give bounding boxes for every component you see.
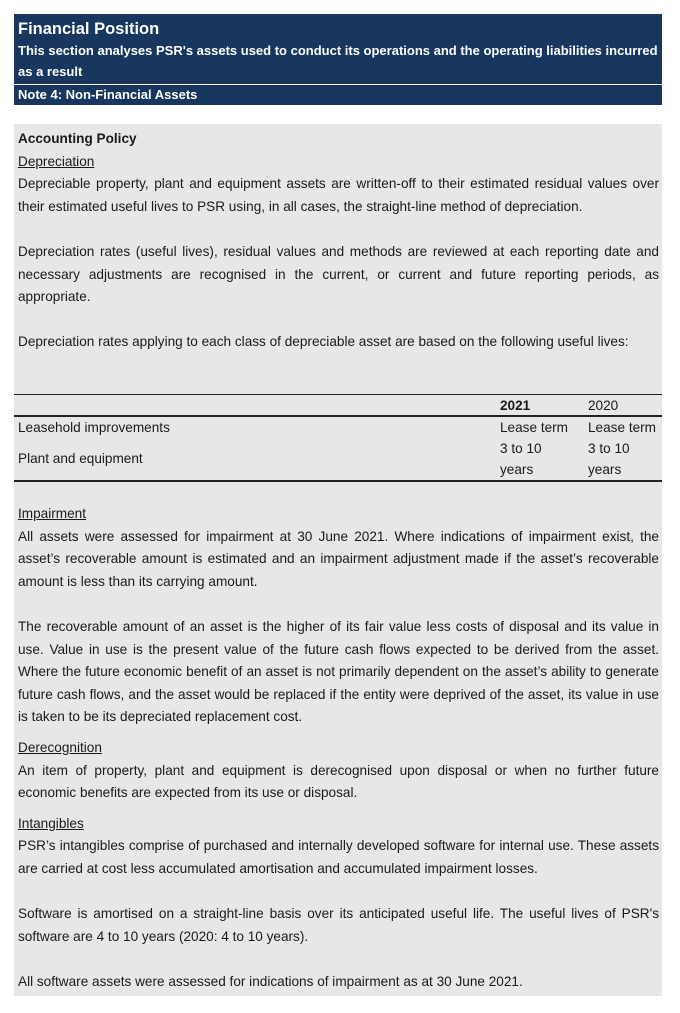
depreciation-paragraph-2: Depreciation rates (useful lives), residual values and methods are reviewed at each reporting date and necessary adjustments are recognised in the current, or current and future reporting periods, as appropriate. xyxy=(18,243,659,305)
policy-heading: Accounting Policy xyxy=(18,131,137,146)
row-value-2020-line2: years xyxy=(588,462,622,477)
depreciation-paragraph-3: Depreciation rates applying to each class of depreciable asset are based on the following useful lives: xyxy=(18,334,629,350)
column-2021: 2021 xyxy=(500,398,531,413)
column-2020: 2020 xyxy=(588,398,619,413)
row-label: Leasehold improvements xyxy=(18,420,170,435)
row-value-2021-line1: 3 to 10 xyxy=(500,441,542,456)
intangibles-paragraph-3: All software assets were assessed for indications of impairment as at 30 June 2021. xyxy=(18,973,523,989)
impairment-heading: Impairment xyxy=(18,506,86,521)
row-value-2021 xyxy=(500,438,578,480)
derecognition-paragraph: An item of property, plant and equipment is derecognised upon disposal or when no further future economic benefits are expected from its use or disposal. xyxy=(18,762,659,801)
section-header xyxy=(14,14,662,105)
row-value-2020: Lease term xyxy=(588,420,657,435)
lower-sections xyxy=(18,503,659,993)
row-value-2020 xyxy=(588,438,662,480)
note-title: Note 4: Non-Financial Assets xyxy=(14,84,662,105)
section-title: Financial Position xyxy=(18,20,160,38)
depreciation-paragraph-1: Depreciable property, plant and equipment assets are written-off to their estimated residual values over their estimated useful lives to PSR using, in all cases, the straight-line method of depreciation. xyxy=(18,176,659,214)
useful-lives-table xyxy=(14,394,662,482)
row-value-2020-line1: 3 to 10 xyxy=(588,441,630,456)
intangibles-paragraph-1: PSR’s intangibles comprise of purchased and internally developed software for internal use. These assets are carried at cost less accumulated amortisation and accumulated impairment losses. xyxy=(18,838,659,876)
intangibles-heading: Intangibles xyxy=(18,815,84,831)
policy-panel xyxy=(14,124,662,996)
table-header xyxy=(14,394,662,417)
table-row xyxy=(14,438,662,482)
row-value-2021: Lease term xyxy=(500,420,569,435)
impairment-paragraph-2: The recoverable amount of an asset is the higher of its fair value less costs of disposal and its value in use. Value in use is the present value of the future cash flows expected to be derived from the asset. Where the future economic benefit of an asset is not primarily dependent on the asset’s ability to generate future cash flows, and the asset would be replaced if the entity were deprived of the asset, its value in use is taken to be its depreciated replacement cost. xyxy=(18,618,659,725)
depreciation-section xyxy=(18,128,659,354)
intangibles-paragraph-2: Software is amortised on a straight-line basis over its anticipated useful life. The useful lives of PSR's software are 4 to 10 years (2020: 4 to 10 years). xyxy=(18,906,659,944)
row-value-2021-line2: years xyxy=(500,462,534,477)
impairment-paragraph-1: All assets were assessed for impairment at 30 June 2021. Where indications of impairment exist, the asset’s recoverable amount is estimated and an impairment adjustment made if the asset’s recoverable amount is less than its carrying amount. xyxy=(18,528,659,589)
section-subtitle: This section analyses PSR's assets used to conduct its operations and the operating liabilities incurred as a result xyxy=(18,43,658,79)
derecognition-heading: Derecognition xyxy=(18,739,102,755)
table-row xyxy=(14,417,662,438)
depreciation-heading: Depreciation xyxy=(18,153,95,169)
row-label: Plant and equipment xyxy=(18,451,143,466)
